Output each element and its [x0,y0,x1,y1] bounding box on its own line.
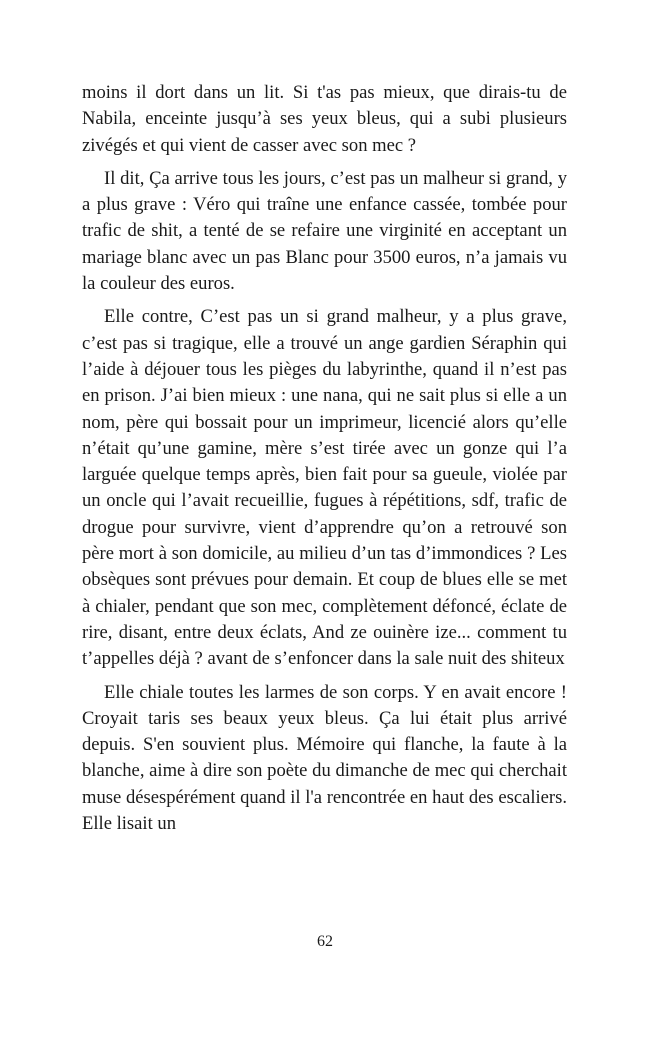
page-number: 62 [317,933,333,950]
paragraph: Elle chiale toutes les larmes de son corps. Y en avait encore ! Croyait taris ses beaux yeux bleus. Ça lui était plus arrivé depuis. S'en souvient plus. Mémoire qui flanche, la faute à la blanche, aime à dire son poète du dimanche de mec qui cherchait muse désespérément quand il l'a rencontrée en haut des escaliers. Elle lisait un [82,681,567,835]
paragraph: Il dit, Ça arrive tous les jours, c’est pas un malheur si grand, y a plus grave : Véro qui traîne une enfance cassée, tombée pour trafic de shit, a tenté de se refaire une virginité en acceptant un mariage blanc avec un pas Blanc pour 3500 euros, n’a jamais vu la couleur des euros. [82,167,567,295]
paragraph: Elle contre, C’est pas un si grand malheur, y a plus grave, c’est pas si tragique, elle a trouvé un ange gardien Séraphin qui l’aide à déjouer tous les pièges du labyrinthe, quand il n’est pas en prison. J’ai bien mieux : une nana, qui ne sait plus si elle a un nom, père qui bossait pour un imprimeur, licencié alors qu’elle n’était qu’une gamine, mère s’est tirée avec un gonze qui l’a larguée quelque temps après, bien fait pour sa gueule, violée par un oncle qui l’avait recueillie, fugues à répétitions, sdf, trafic de drogue pour survivre, vient d’apprendre qu’on a retrouvé son père mort à son domicile, au milieu d’un tas d’immondices ? Les obsèques sont prévues pour demain. Et coup de blues elle se met à chialer, pendant que son mec, complètement défoncé, éclate de rire, disant, entre deux éclats, And ze ouinère ize... comment tu t’appelles déjà ? avant de s’enfoncer dans la sale nuit des shiteux [82,306,567,670]
page-body [82,80,567,837]
paragraph-continuation: moins il dort dans un lit. Si t'as pas mieux, que dirais-tu de Nabila, enceinte jusqu’à ses yeux bleus, qui a subi plusieurs zivégés et qui vient de casser avec son mec ? [82,82,567,156]
